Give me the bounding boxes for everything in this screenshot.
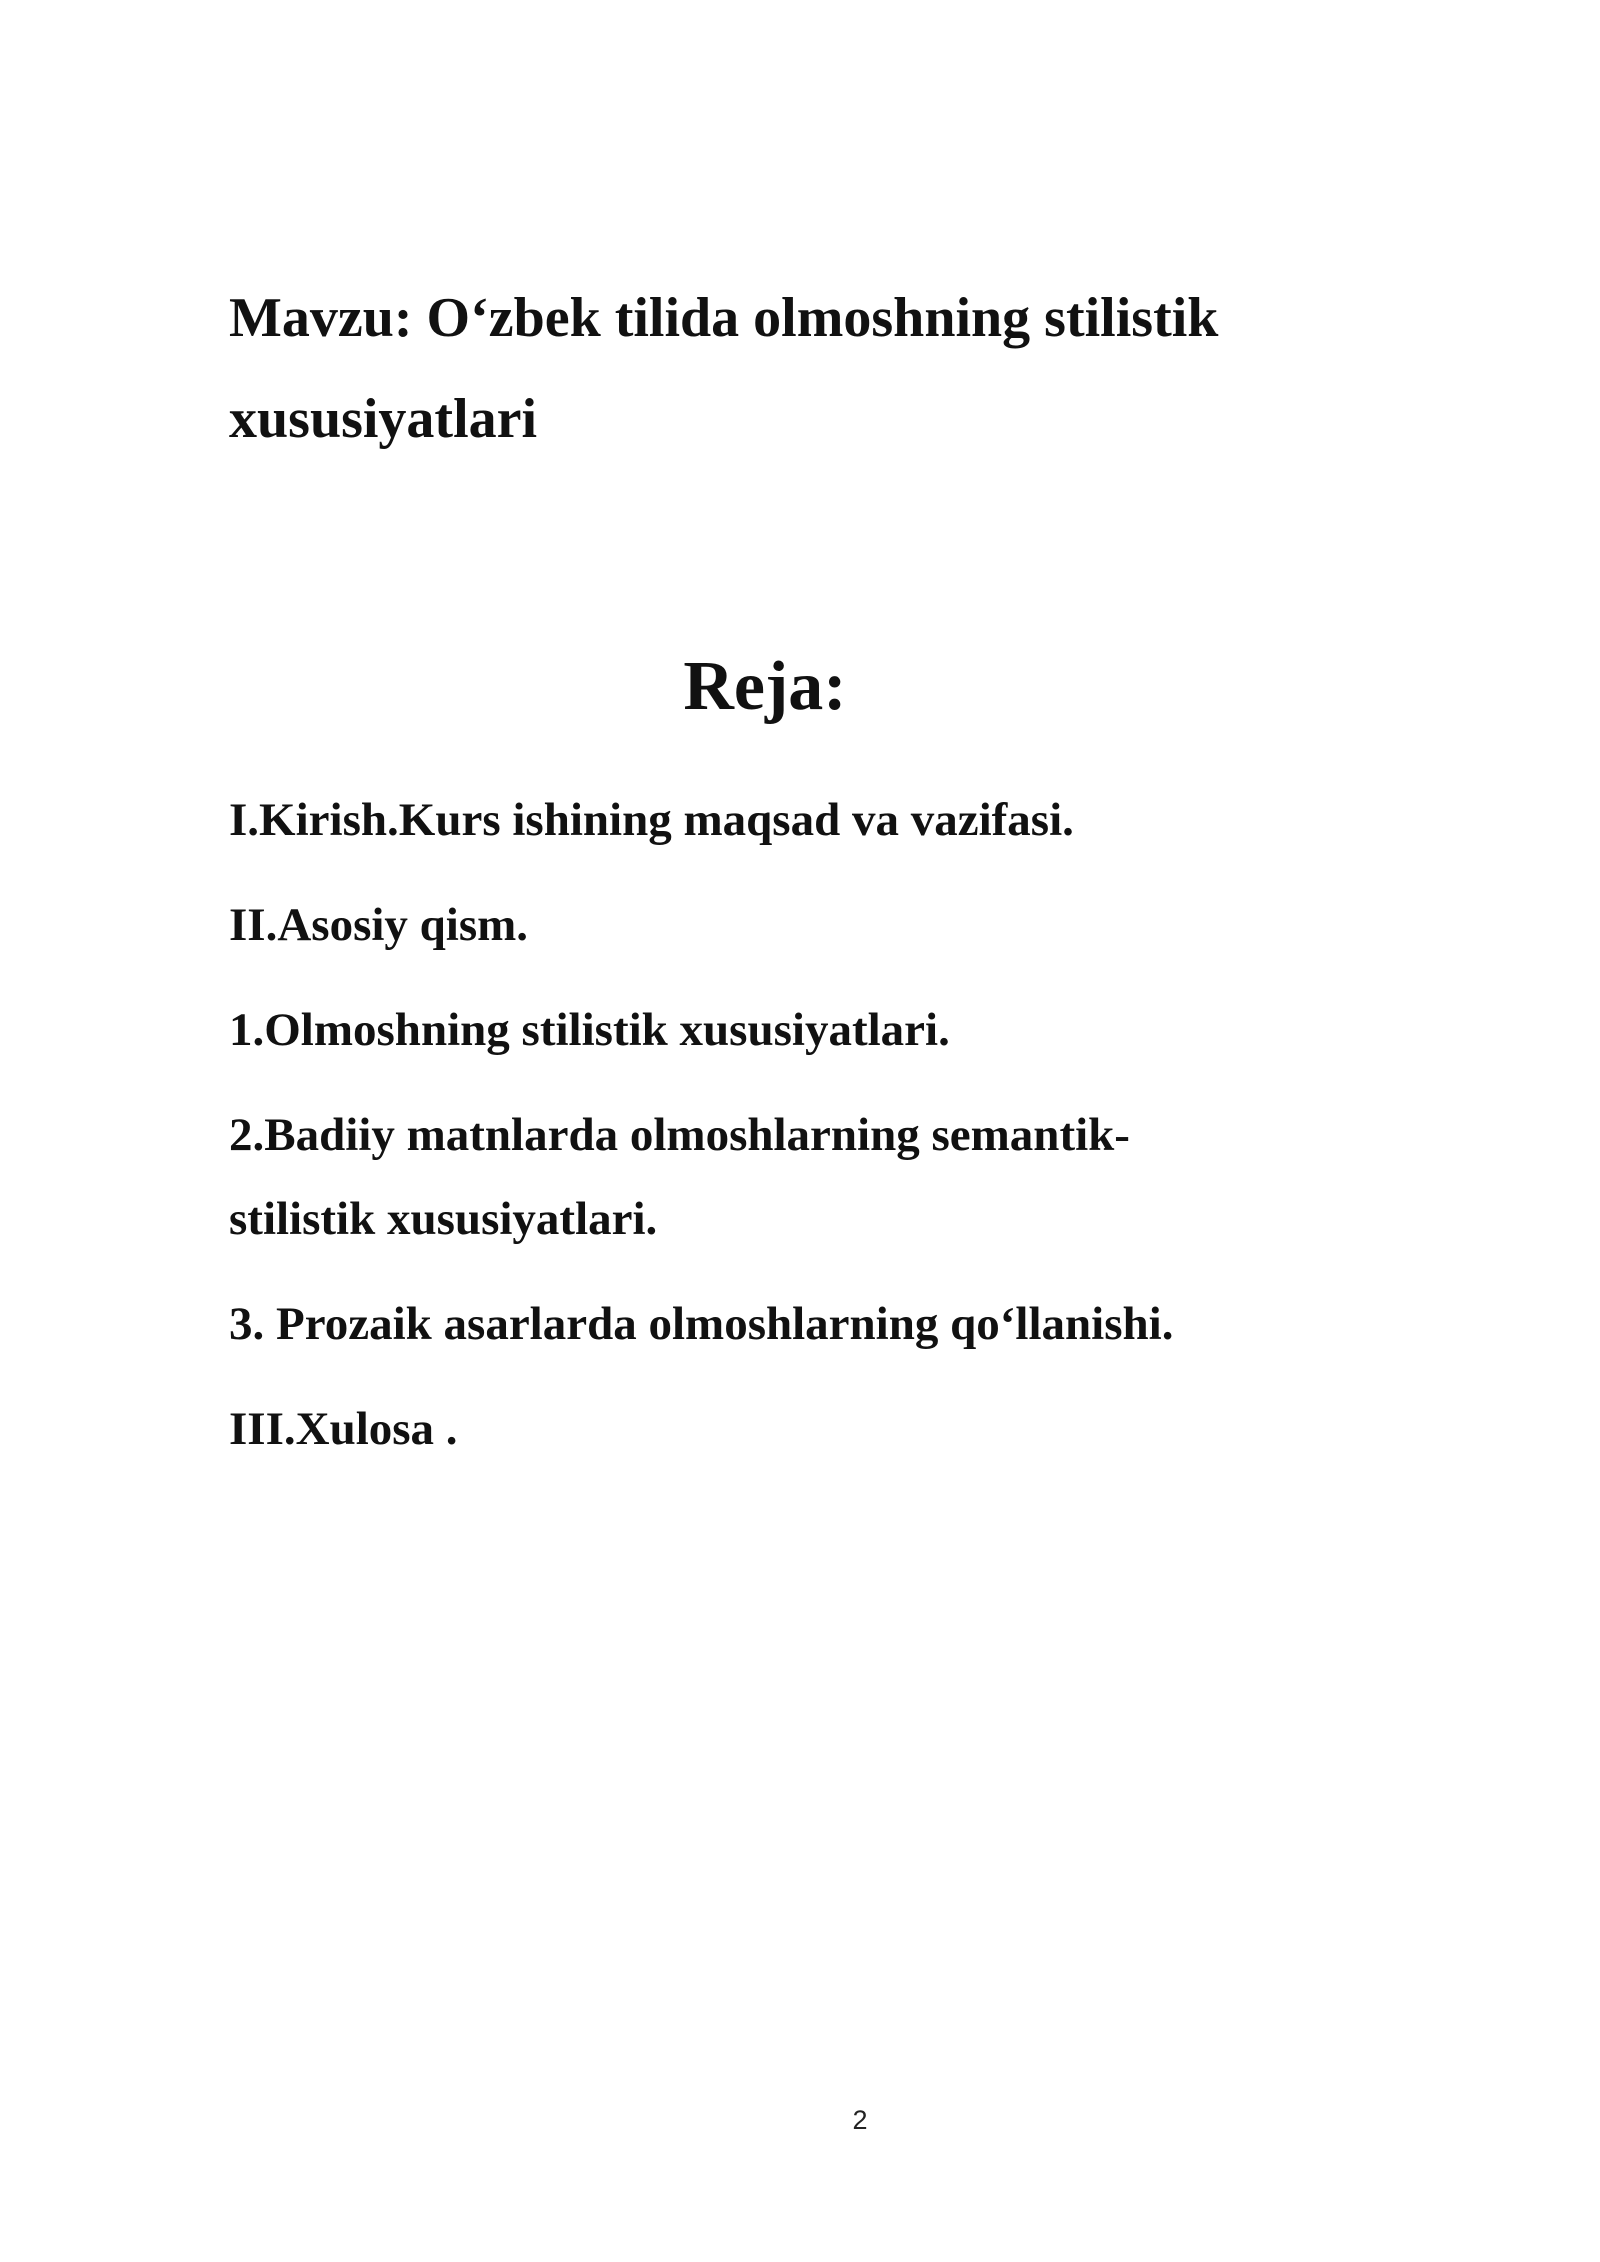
plan-item-semantic-stylistic: 2.Badiiy matnlarda olmoshlarning semantik-stilistik xususiyatlari. xyxy=(229,1109,1130,1245)
topic-title: Mavzu: O‘zbek tilida olmoshning stilistik xususiyatlari xyxy=(229,287,1219,450)
plan-item-prose-usage: 3. Prozaik asarlarda olmoshlarning qo‘llanishi. xyxy=(229,1298,1174,1350)
plan-heading: Reja: xyxy=(683,648,847,725)
plan-item-introduction: I.Kirish.Kurs ishining maqsad va vazifasi. xyxy=(229,794,1074,846)
plan-item-stylistic-features: 1.Olmoshning stilistik xususiyatlari. xyxy=(229,1004,950,1056)
page-number: 2 xyxy=(852,2105,868,2135)
plan-item-main-part: II.Asosiy qism. xyxy=(229,899,529,951)
plan-item-conclusion: III.Xulosa . xyxy=(229,1403,458,1455)
plan-list xyxy=(229,778,1369,1492)
